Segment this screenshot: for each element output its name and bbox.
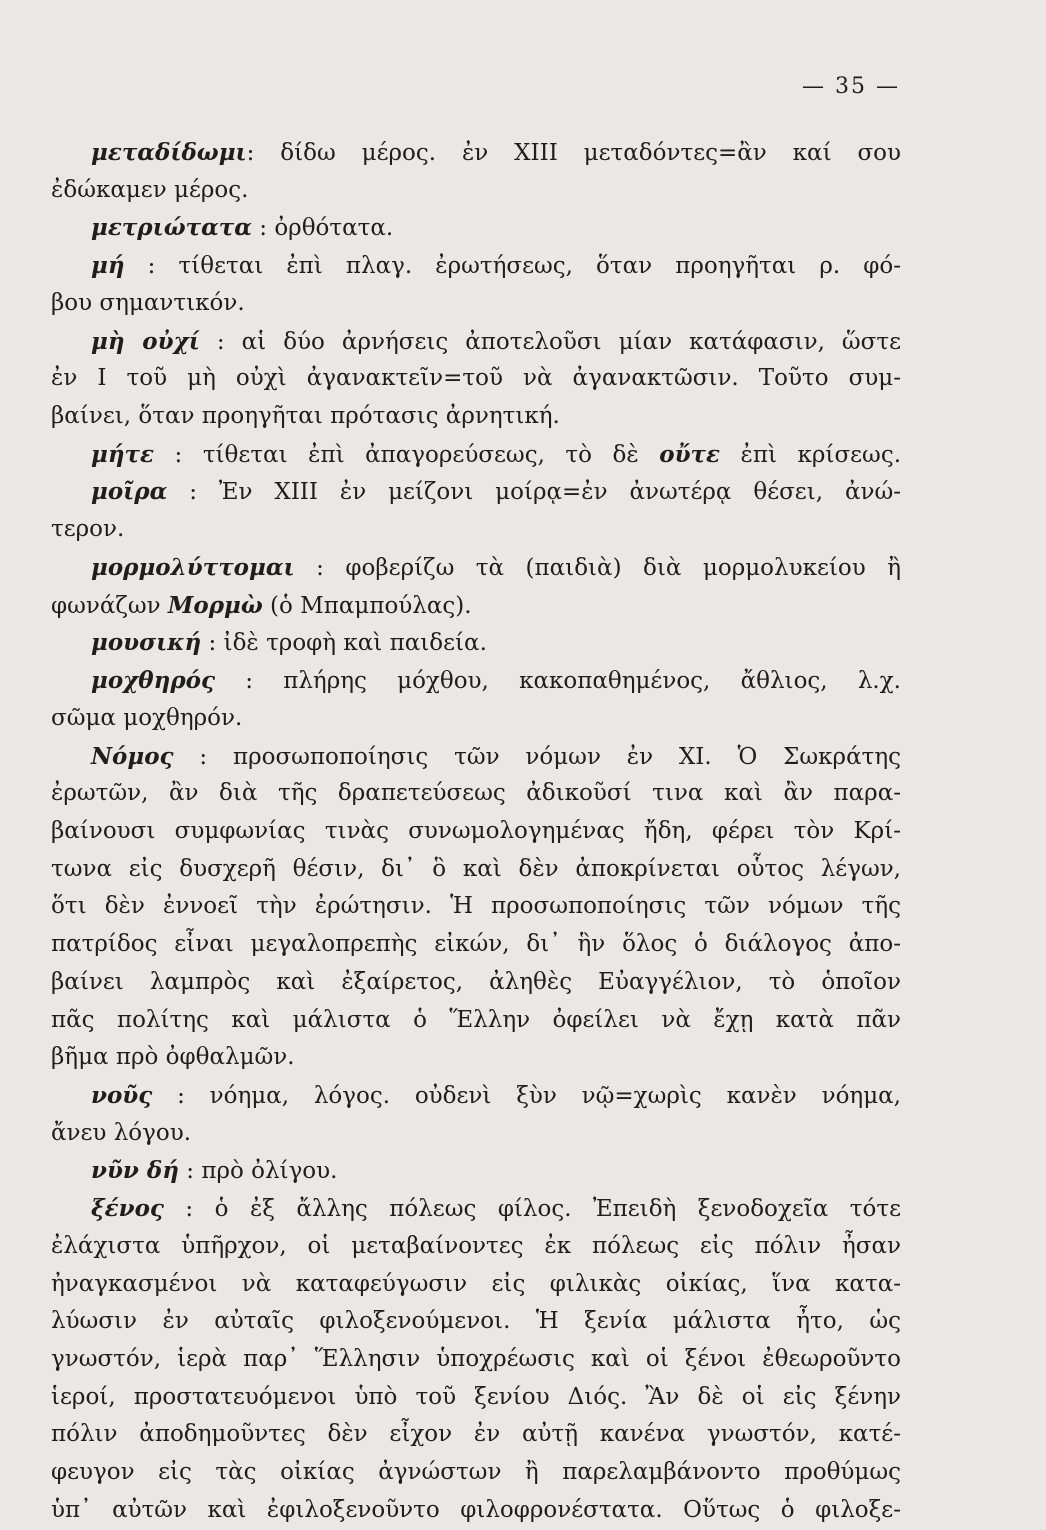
headword: μεταδίδωμι: [91, 139, 247, 166]
text-run: : πλήρης μόχθου, κακοπαθημένος, ἄθλιος, λ.χ.: [215, 668, 901, 695]
text-run: πόλιν ἀποδημοῦντες δὲν εἶχον ἐν αὐτῇ κανένα γνωστόν, κατέ-: [51, 1421, 901, 1448]
glossary-text: [51, 134, 901, 1530]
headword: οὔτε: [659, 440, 720, 468]
text-line: [51, 1492, 901, 1530]
text-run: βαίνουσι συμφωνίας τινὰς συνωμολογημένας ἤδη, φέρει τὸν Κρί-: [51, 817, 901, 844]
text-line: [51, 1228, 901, 1266]
text-run: σῶμα μοχθηρόν.: [51, 704, 243, 731]
text-line: [51, 964, 901, 1002]
text-run: ἐδώκαμεν μέρος.: [51, 176, 249, 203]
text-run: : ὁ ἐξ ἄλλης πόλεως φίλος. Ἐπειδὴ ξενοδοχεῖα τότε: [163, 1196, 901, 1223]
text-run: ἱεροί, προστατευόμενοι ὑπὸ τοῦ ξενίου Διός. Ἂν δὲ οἱ εἰς ξένην: [51, 1383, 901, 1410]
text-run: : αἱ δύο ἀρνήσεις ἀποτελοῦσι μίαν κατάφασιν, ὥστε: [199, 328, 902, 355]
text-line: [51, 662, 901, 700]
text-run: : τίθεται ἐπὶ πλαγ. ἐρωτήσεως, ὅταν προηγῆται ρ. φό-: [124, 253, 901, 280]
text-run: : προσωποποίησις τῶν νόμων ἐν XI. Ὁ Σωκράτης: [173, 743, 901, 770]
text-run: βαίνει, ὅταν προηγῆται πρότασις ἀρνητική.: [51, 403, 560, 430]
headword: μοῖρα: [91, 478, 168, 506]
text-run: ἐρωτῶν, ἂν διὰ τῆς δραπετεύσεως ἀδικοῦσί τινα καὶ ἂν παρα-: [51, 780, 901, 807]
text-line: [51, 209, 901, 247]
text-run: λύωσιν ἐν αὐταῖς φιλοξενούμενοι. Ἡ ξενία μάλιστα ἦτο, ὡς: [51, 1308, 901, 1335]
text-line: [51, 1303, 901, 1341]
text-run: ἐλάχιστα ὑπῆρχον, οἱ μεταβαίνοντες ἐκ πόλεως εἰς πόλιν ἦσαν: [51, 1232, 901, 1259]
text-line: [51, 1190, 901, 1228]
text-run: ἐπὶ κρίσεως.: [720, 441, 902, 468]
text-line: [51, 1115, 901, 1153]
text-run: (ὁ Μπαμπούλας).: [262, 592, 472, 619]
text-run: τερον.: [51, 516, 125, 543]
headword: ξένος: [91, 1195, 164, 1223]
text-line: [51, 624, 901, 662]
text-line: [51, 398, 901, 436]
headword: μή: [91, 252, 125, 280]
text-line: [51, 172, 901, 210]
text-line: [51, 1341, 901, 1379]
text-line: [51, 1039, 901, 1077]
text-line: [51, 1416, 901, 1454]
text-run: : νόημα, λόγος. οὐδενὶ ξὺν νῷ=χωρὶς κανὲν νόημα,: [152, 1082, 901, 1109]
text-run: : τίθεται ἐπὶ ἀπαγορεύσεως, τὸ δὲ: [154, 441, 660, 468]
text-run: βῆμα πρὸ ὀφθαλμῶν.: [51, 1044, 295, 1071]
text-line: [51, 738, 901, 776]
headword: Μορμὼ: [167, 591, 263, 619]
headword: μετριώτατα: [91, 214, 252, 242]
text-run: ἄνευ λόγου.: [51, 1119, 192, 1146]
text-run: πᾶς πολίτης καὶ μάλιστα ὁ Ἕλλην ὀφείλει νὰ ἔχῃ κατὰ πᾶν: [51, 1006, 901, 1033]
text-run: πατρίδος εἶναι μεγαλοπρεπὴς εἰκών, δι᾽ ἣν ὅλος ὁ διάλογος ἀπο-: [51, 931, 901, 958]
headword: μὴ οὐχί: [91, 327, 200, 355]
headword: νοῦς: [91, 1081, 153, 1109]
text-line: [51, 323, 901, 361]
text-line: [51, 813, 901, 851]
text-line: [51, 700, 901, 738]
text-line: [51, 473, 901, 511]
headword: νῦν δή: [91, 1157, 179, 1185]
text-line: [51, 436, 901, 474]
headword: Νόμος: [91, 742, 174, 770]
text-line: [51, 587, 901, 625]
text-line: [51, 1266, 901, 1304]
text-run: : ὀρθότατα.: [251, 215, 394, 242]
text-run: : φοβερίζω τὰ (παιδιὰ) διὰ μορμολυκείου ἢ: [294, 554, 901, 581]
text-line: [51, 775, 901, 813]
text-run: ὅτι δὲν ἐννοεῖ τὴν ἐρώτησιν. Ἡ προσωποποίησις τῶν νόμων τῆς: [51, 893, 901, 920]
text-line: [51, 1002, 901, 1040]
text-run: : Ἐν XIII ἐν μείζονι μοίρᾳ=ἐν ἀνωτέρᾳ θέσει, ἀνώ-: [167, 479, 901, 506]
text-run: ὑπ᾽ αὐτῶν καὶ ἐφιλοξενοῦντο φιλοφρονέστατα. Οὕτως ὁ φιλοξε-: [51, 1496, 901, 1523]
text-line: [51, 1152, 901, 1190]
text-line: [51, 134, 901, 172]
page-number: — 35 —: [802, 74, 900, 99]
text-run: φευγον εἰς τὰς οἰκίας ἀγνώστων ἢ παρελαμβάνοντο προθύμως: [51, 1459, 901, 1486]
headword: μουσική: [91, 629, 202, 657]
text-run: γνωστόν, ἱερὰ παρ᾽ Ἕλλησιν ὑποχρέωσις καὶ οἱ ξένοι ἐθεωροῦντο: [51, 1346, 901, 1372]
text-line: [51, 1454, 901, 1492]
text-line: [51, 888, 901, 926]
text-run: ἐν I τοῦ μὴ οὐχὶ ἀγανακτεῖν=τοῦ νὰ ἀγανακτῶσιν. Τοῦτο συμ-: [51, 365, 901, 392]
text-run: : ἰδὲ τροφὴ καὶ παιδεία.: [201, 630, 487, 657]
text-run: ἠναγκασμένοι νὰ καταφεύγωσιν εἰς φιλικὰς οἰκίας, ἵνα κατα-: [51, 1270, 901, 1297]
text-run: βαίνει λαμπρὸς καὶ ἐξαίρετος, ἀληθὲς Εὐαγγέλιον, τὸ ὁποῖον: [51, 968, 901, 995]
headword: μοχθηρός: [91, 667, 216, 695]
text-run: τωνα εἰς δυσχερῆ θέσιν, δι᾽ ὃ καὶ δὲν ἀποκρίνεται οὗτος λέγων,: [51, 855, 901, 882]
headword: μήτε: [91, 440, 155, 468]
text-run: φωνάζων: [51, 592, 168, 619]
text-line: [51, 1379, 901, 1417]
text-line: [51, 247, 901, 285]
text-line: [51, 1077, 901, 1115]
text-line: [51, 926, 901, 964]
text-run: : δίδω μέρος. ἐν XIII μεταδόντες=ἂν καί σου: [246, 140, 901, 166]
text-line: [51, 851, 901, 889]
text-line: [51, 549, 901, 587]
text-line: [51, 360, 901, 398]
headword: μορμολύττομαι: [91, 553, 295, 581]
text-run: βου σημαντικόν.: [51, 289, 245, 316]
text-run: : πρὸ ὀλίγου.: [178, 1158, 338, 1185]
text-line: [51, 285, 901, 323]
text-line: [51, 511, 901, 549]
